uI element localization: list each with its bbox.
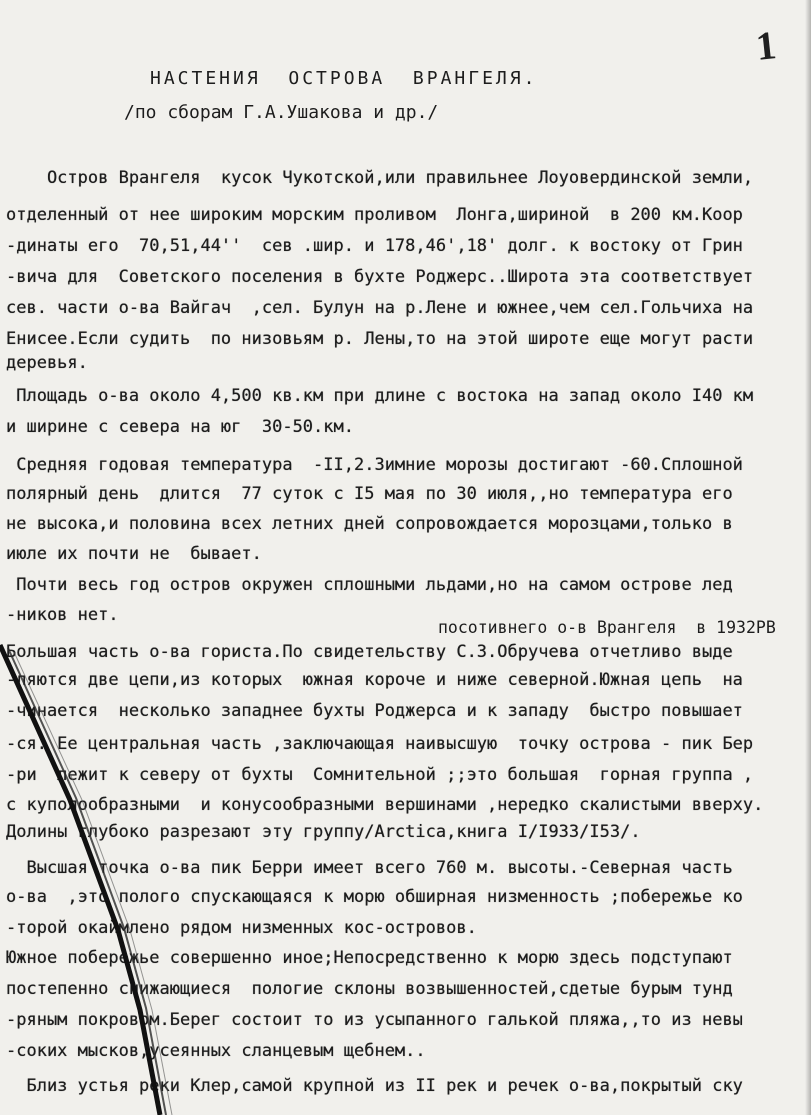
text-line: деревья. [6,353,88,373]
text-line: -динаты его 70,51,44'' сев .шир. и 178,46',18' долг. к востоку от Грин [6,236,743,256]
text-line: Остров Врангеля кусок Чукотской,или правильнее Лоуовердинской земли, [6,168,754,188]
text-line: Южное побережье совершенно иное;Непосредственно к морю здесь подступают [6,948,733,968]
text-line: сев. части о-ва Вайгач ,сел. Булун на р.Лене и южнее,чем сел.Гольчиха на [6,298,754,318]
text-line: отделенный от нее широким морским проливом Лонга,шириной в 200 км.Коор [6,205,743,225]
document-title: НАСТЕНИЯ ОСТРОВА ВРАНГЕЛЯ. [150,68,538,89]
page-edge-shadow [805,0,811,1115]
text-line: Площадь о-ва около 4,500 кв.км при длине с востока на запад около I40 км [6,386,754,406]
text-line: Енисее.Если судить по низовьям р. Лены,то на этой широте еще могут расти [6,329,754,349]
text-line: -торой окаймлено рядом низменных кос-островов. [6,918,477,938]
text-line: Близ устья реки Клер,самой крупной из II рек и речек о-ва,покрытый ску [6,1076,743,1096]
text-line: Большая часть о-ва гориста.По свидетельству С.З.Обручева отчетливо выде [6,642,733,662]
text-line: Высшая точка о-ва пик Берри имеет всего 760 м. высоты.-Северная часть [6,858,733,878]
text-line: постепенно снижающиеся пологие склоны возвышенностей,сдетые бурым тунд [6,979,733,999]
text-line: о-ва ,это полого спускающаяся к морю обширная низменность ;побережье ко [6,887,743,907]
text-line: июле их почти не бывает. [6,544,262,564]
text-line: не высока,и половина всех летних дней сопровождается морозцами,только в [6,514,733,534]
text-line: -ляются две цепи,из которых южная короче и ниже северной.Южная цепь на [6,670,743,690]
text-line: полярный день длится 77 суток с I5 мая по 30 июля,,но температура его [6,484,733,504]
text-line: -ся. Ее центральная часть ,заключающая наивысшую точку острова - пик Бер [6,734,754,754]
text-line: -вича для Советского поселения в бухте Роджерс..Широта эта соответствует [6,267,754,287]
text-line: с куполообразными и конусообразными вершинами ,нередко скалистыми вверху. [6,795,764,815]
document-subtitle: /по сборам Г.А.Ушакова и др./ [124,102,439,123]
text-line: Средняя годовая температура -II,2.Зимние морозы достигают -60.Сплошной [6,455,743,475]
text-line: Долины глубоко разрезают эту группу/Arctica,книга I/I933/I53/. [6,822,641,842]
text-line: -ряным покровом.Берег состоит то из усыпанного галькой пляжа,,то из невы [6,1010,743,1030]
text-line: -соких мысков,усеянных сланцевым щебнем.. [6,1041,426,1061]
typed-insertion-line: посотивнего о-в Врангеля в 1932РВ [438,618,776,637]
text-line: -чинается несколько западнее бухты Роджерса и к западу быстро повышает [6,701,743,721]
text-line: и ширине с севера на юг 30-50.км. [6,417,354,437]
page-number: 1 [753,22,779,69]
text-line: Почти весь год остров окружен сплошными льдами,но на самом острове лед [6,575,733,595]
text-line: -ников нет. [6,605,119,625]
text-line: -ри лежит к северу от бухты Сомнительной ;;это большая горная группа , [6,765,754,785]
